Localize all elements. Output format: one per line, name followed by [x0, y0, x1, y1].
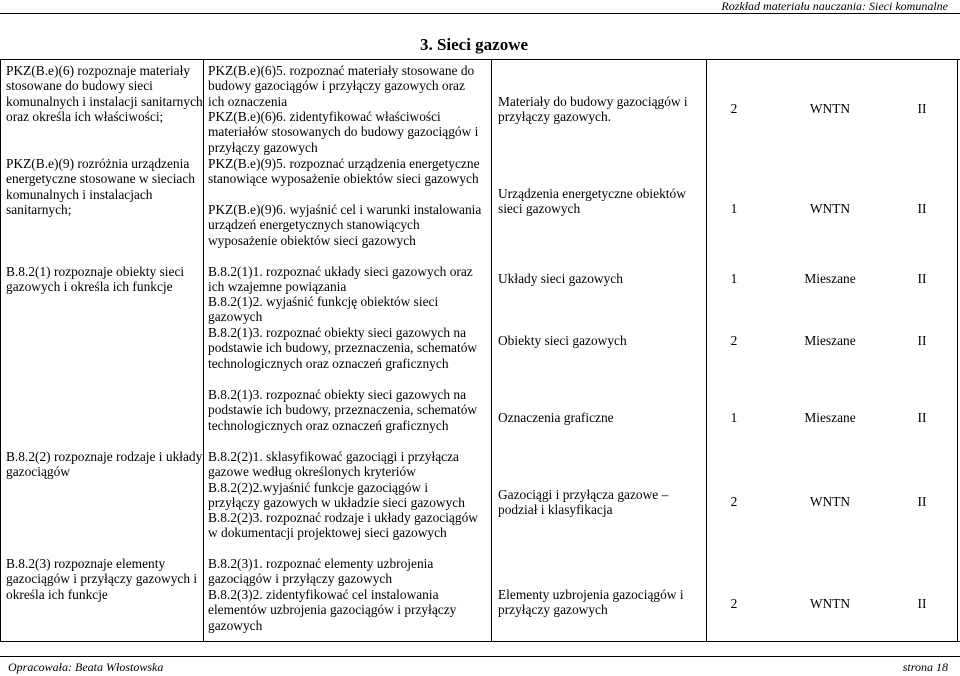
objective-item: B.8.2(1)3. rozpoznać obiekty sieci gazowych na podstawie ich budowy, przeznaczenia, schematów technologicznych oraz oznaczeń graficznych [208, 387, 478, 433]
form-value: Mieszane [804, 333, 856, 348]
form-value: WNTN [809, 101, 851, 116]
hours-value: 1 [730, 410, 738, 425]
level-value: II [917, 596, 927, 611]
section-title: 3. Sieci gazowe [419, 35, 529, 54]
objective-item: PKZ(B.e)(6)5. rozpoznać materiały stosowane do budowy gazociągów i przyłączy gazowych oraz ich oznaczenia [208, 63, 475, 109]
form-value: WNTN [809, 201, 851, 216]
level-value: II [917, 494, 927, 509]
table-right-border [957, 59, 958, 641]
column-divider [491, 59, 492, 641]
form-value: Mieszane [804, 271, 856, 286]
effect-item: B.8.2(3) rozpoznaje elementy gazociągów i przyłączy gazowych i określa ich funkcje [6, 556, 198, 602]
objective-item: B.8.2(3)2. zidentyfikować cel instalowania elementów uzbrojenia gazociągów i przyłączy gazowych [208, 587, 457, 633]
document-header: Rozkład materiału nauczania: Sieci komunalne [721, 0, 948, 13]
objective-item: PKZ(B.e)(6)6. zidentyfikować właściwości materiałów stosowanych do budowy gazociągów i przyłączy gazowych [208, 109, 479, 155]
topic-title: Elementy uzbrojenia gazociągów i przyłączy gazowych [498, 587, 684, 618]
topic-title: Urządzenia energetyczne obiektów sieci gazowych [498, 186, 686, 217]
form-value: WNTN [809, 596, 851, 611]
effect-item: B.8.2(2) rozpoznaje rodzaje i układy gazociągów [6, 449, 203, 480]
footer-author: Opracowała: Beata Włostowska [8, 660, 164, 674]
effect-item: PKZ(B.e)(6) rozpoznaje materiały stosowane do budowy sieci komunalnych i instalacji sanitarnych oraz określa ich właściwości; [6, 63, 203, 124]
hours-value: 1 [730, 271, 738, 286]
objective-item: B.8.2(1)1. rozpoznać układy sieci gazowych oraz ich wzajemne powiązania [208, 264, 473, 295]
level-value: II [917, 101, 927, 116]
level-value: II [917, 410, 927, 425]
level-value: II [917, 271, 927, 286]
form-value: WNTN [809, 494, 851, 509]
table-top-border [0, 59, 960, 60]
level-value: II [917, 333, 927, 348]
column-divider [203, 59, 204, 641]
hours-value: 1 [730, 201, 738, 216]
footer-rule [0, 656, 960, 657]
effect-item: PKZ(B.e)(9) rozróżnia urządzenia energetyczne stosowane w sieciach komunalnych i instalacjach sanitarnych; [6, 156, 195, 217]
objective-item: B.8.2(1)3. rozpoznać obiekty sieci gazowych na podstawie ich budowy, przeznaczenia, schematów technologicznych oraz oznaczeń graficznych [208, 325, 478, 371]
objective-item: PKZ(B.e)(9)6. wyjaśnić cel i warunki instalowania urządzeń energetycznych stanowiących wyposażenie obiektów sieci gazowych [208, 202, 482, 248]
form-value: Mieszane [804, 410, 856, 425]
level-value: II [917, 201, 927, 216]
footer-page-number: strona 18 [902, 660, 948, 674]
objective-item: PKZ(B.e)(9)5. rozpoznać urządzenia energetyczne stanowiące wyposażenie obiektów sieci gazowych [208, 156, 480, 187]
topic-title: Oznaczenia graficzne [498, 410, 614, 425]
hours-value: 2 [730, 596, 738, 611]
effect-item: B.8.2(1) rozpoznaje obiekty sieci gazowych i określa ich funkcje [6, 264, 185, 295]
table-bottom-border [0, 641, 960, 642]
topic-title: Gazociągi i przyłącza gazowe – podział i klasyfikacja [498, 487, 669, 518]
table-left-border [0, 59, 1, 641]
hours-value: 2 [730, 494, 738, 509]
column-divider [706, 59, 707, 641]
hours-value: 2 [730, 333, 738, 348]
objective-item: B.8.2(3)1. rozpoznać elementy uzbrojenia gazociągów i przyłączy gazowych [208, 556, 434, 587]
hours-value: 2 [730, 101, 738, 116]
topic-title: Obiekty sieci gazowych [498, 333, 627, 348]
topic-title: Materiały do budowy gazociągów i przyłączy gazowych. [498, 94, 688, 125]
objective-item: B.8.2(1)2. wyjaśnić funkcję obiektów sieci gazowych [208, 294, 439, 325]
objective-item: B.8.2(2)2.wyjaśnić funkcje gazociągów i przyłączy gazowych w układzie sieci gazowych [208, 480, 465, 511]
objective-item: B.8.2(2)1. sklasyfikować gazociągi i przyłącza gazowe według określonych kryteriów [208, 449, 459, 480]
objective-item: B.8.2(2)3. rozpoznać rodzaje i układy gazociągów w dokumentacji projektowej sieci gazowych [208, 510, 478, 541]
topic-title: Układy sieci gazowych [498, 271, 623, 286]
